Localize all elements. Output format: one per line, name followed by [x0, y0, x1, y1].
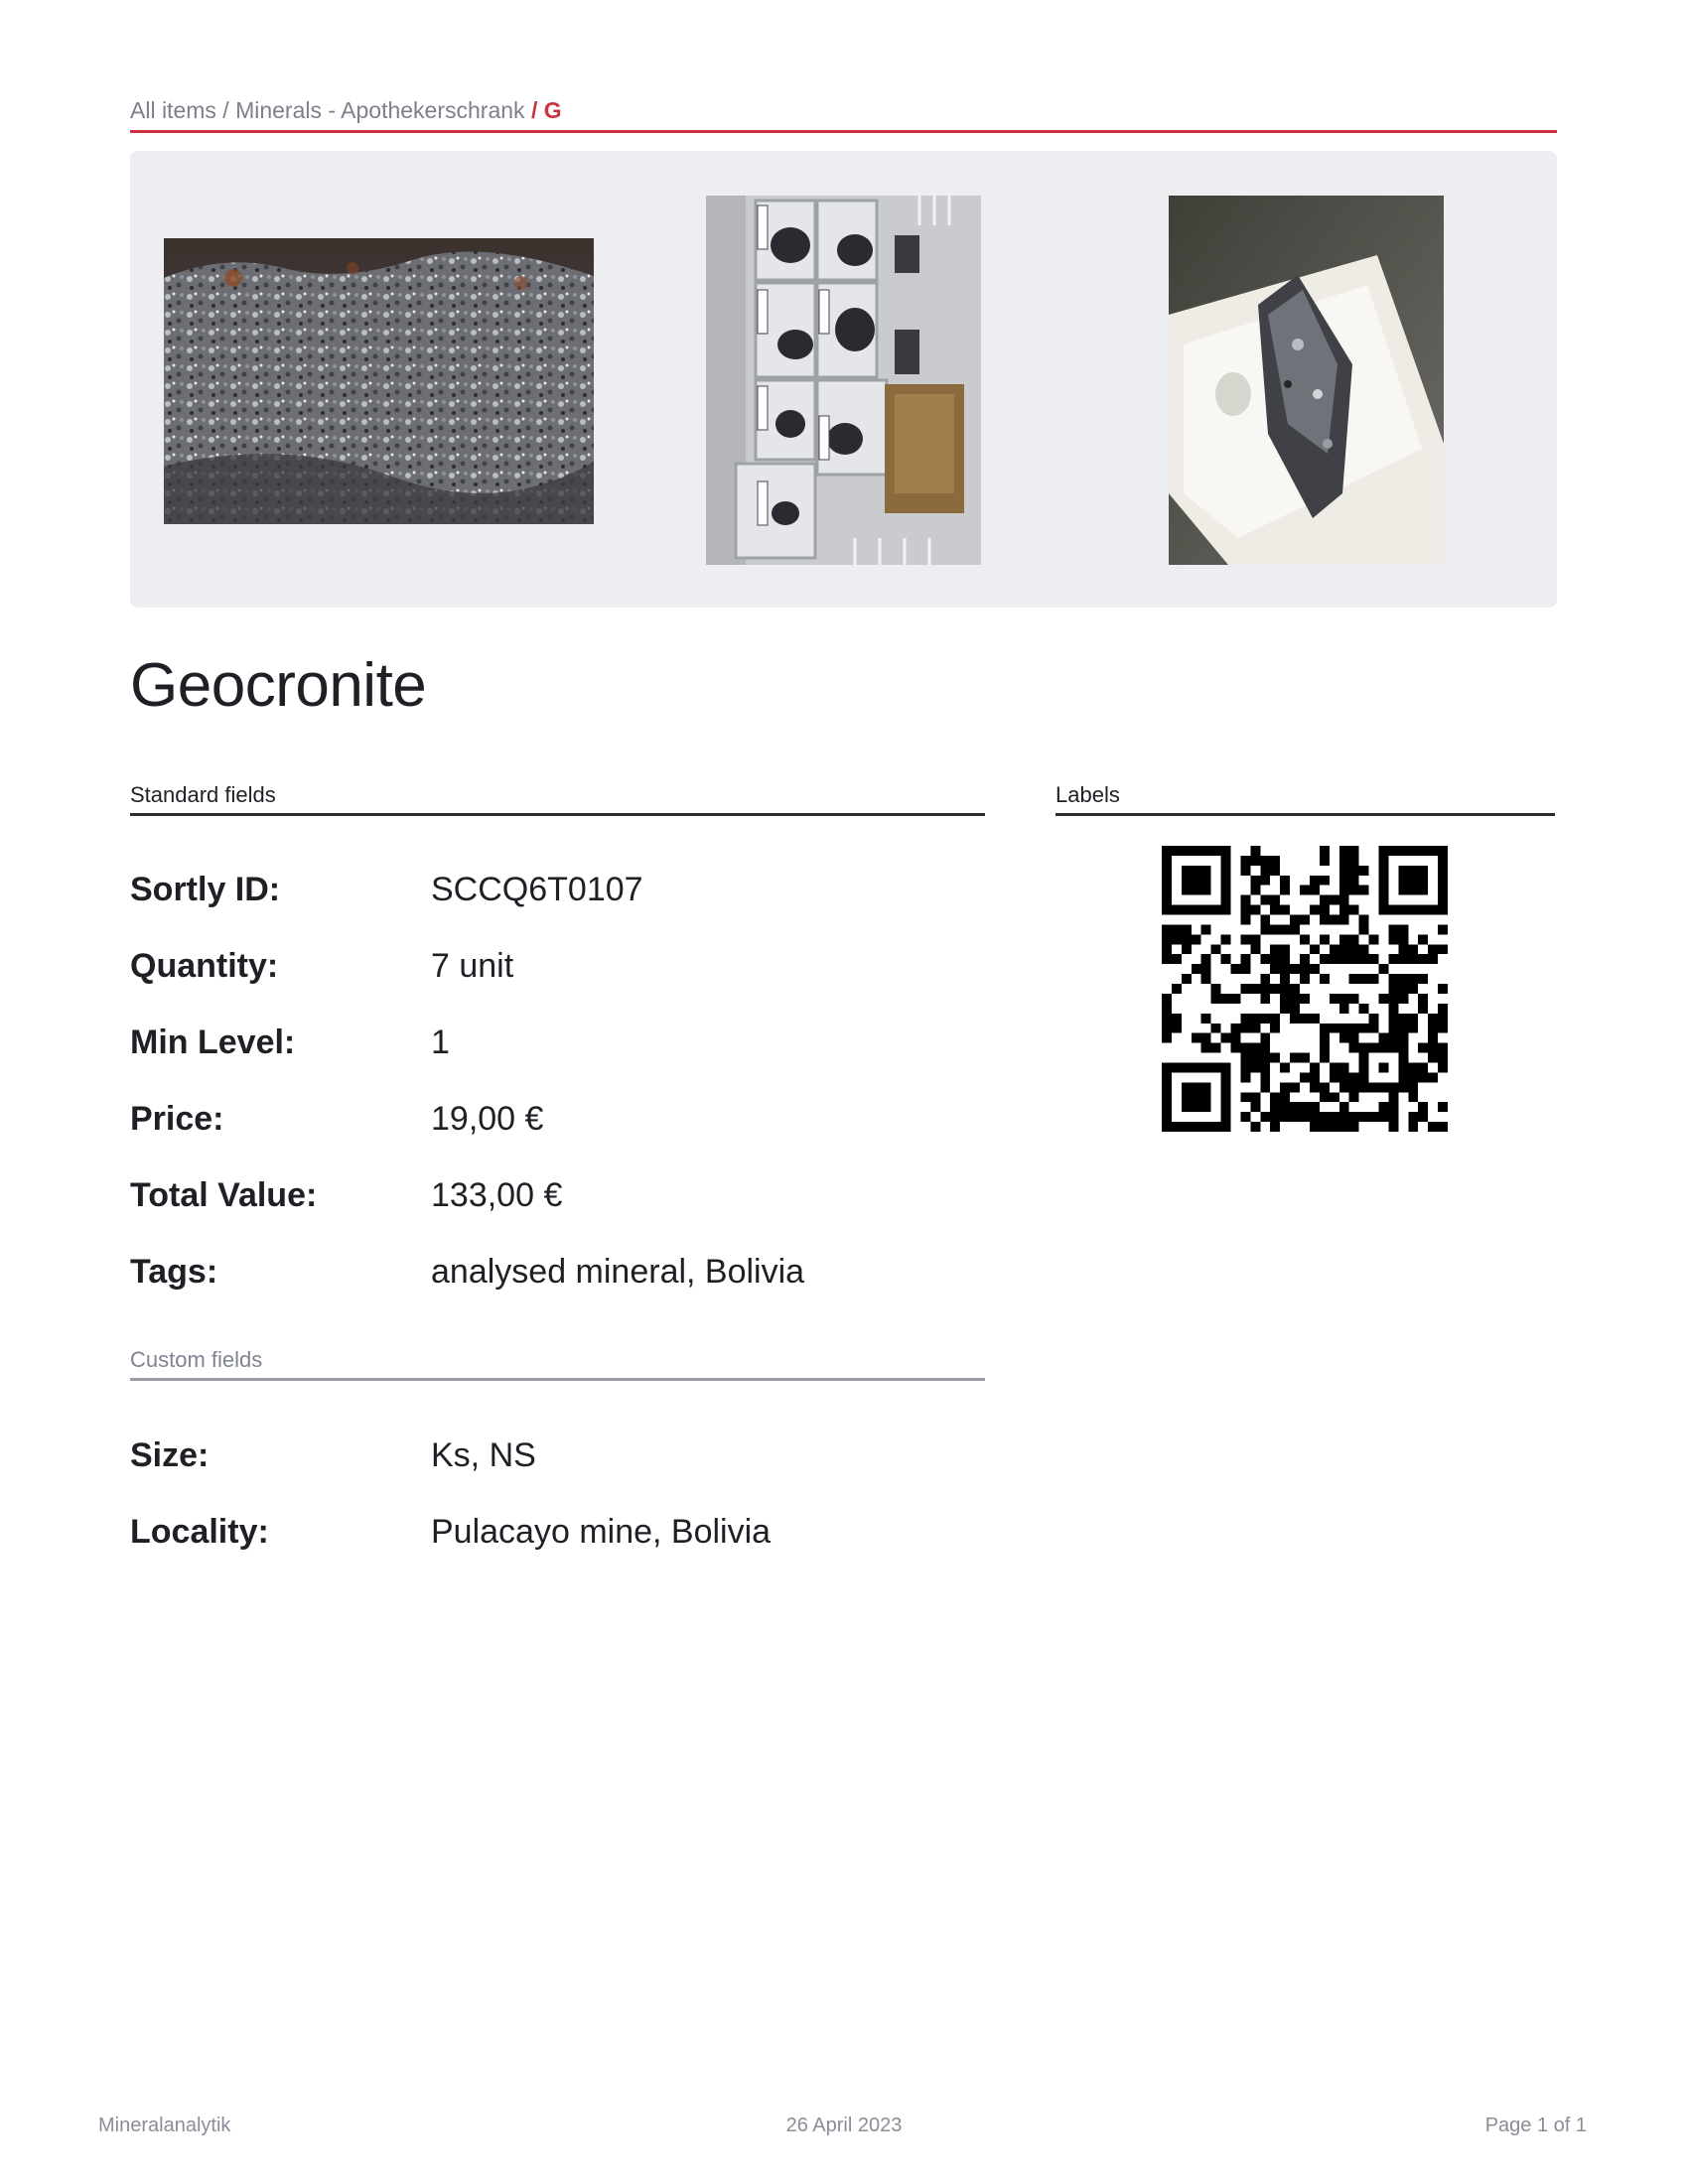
breadcrumb — [130, 97, 1557, 133]
field-label: Locality: — [130, 1513, 269, 1551]
item-title: Geocronite — [130, 651, 427, 720]
field-value: 19,00 € — [431, 1100, 544, 1138]
custom-fields-heading: Custom fields — [130, 1347, 985, 1381]
field-label: Price: — [130, 1100, 224, 1138]
field-label: Min Level: — [130, 1024, 296, 1061]
qr-code-icon — [1162, 846, 1448, 1132]
field-value: analysed mineral, Bolivia — [431, 1253, 805, 1291]
field-value: SCCQ6T0107 — [431, 871, 643, 908]
field-value: 133,00 € — [431, 1176, 563, 1214]
field-value: Pulacayo mine, Bolivia — [431, 1513, 772, 1551]
field-label: Total Value: — [130, 1176, 318, 1214]
labels-heading: Labels — [1055, 782, 1555, 816]
footer-company: Mineralanalytik — [98, 2115, 231, 2136]
footer-page-number: Page 1 of 1 — [1484, 2115, 1587, 2136]
mineral-box-photo[interactable] — [1169, 196, 1444, 565]
breadcrumb-current: G — [543, 97, 562, 123]
field-value: 7 unit — [431, 947, 514, 985]
field-label: Size: — [130, 1436, 210, 1474]
breadcrumb-separator: / — [530, 97, 538, 123]
standard-fields-heading: Standard fields — [130, 782, 985, 816]
footer-date: 26 April 2023 — [785, 2115, 903, 2136]
photo-gallery — [130, 151, 1557, 608]
mineral-closeup-photo[interactable] — [164, 238, 594, 524]
field-label: Tags: — [130, 1253, 218, 1291]
breadcrumb-root[interactable]: All items — [130, 97, 216, 123]
mineral-drawer-photo[interactable] — [706, 196, 981, 565]
field-label: Sortly ID: — [130, 871, 281, 908]
field-value: Ks, NS — [431, 1436, 536, 1474]
field-value: 1 — [431, 1024, 450, 1061]
field-label: Quantity: — [130, 947, 279, 985]
breadcrumb-separator: / — [222, 97, 229, 123]
breadcrumb-folder[interactable]: Minerals - Apothekerschrank — [235, 97, 525, 123]
